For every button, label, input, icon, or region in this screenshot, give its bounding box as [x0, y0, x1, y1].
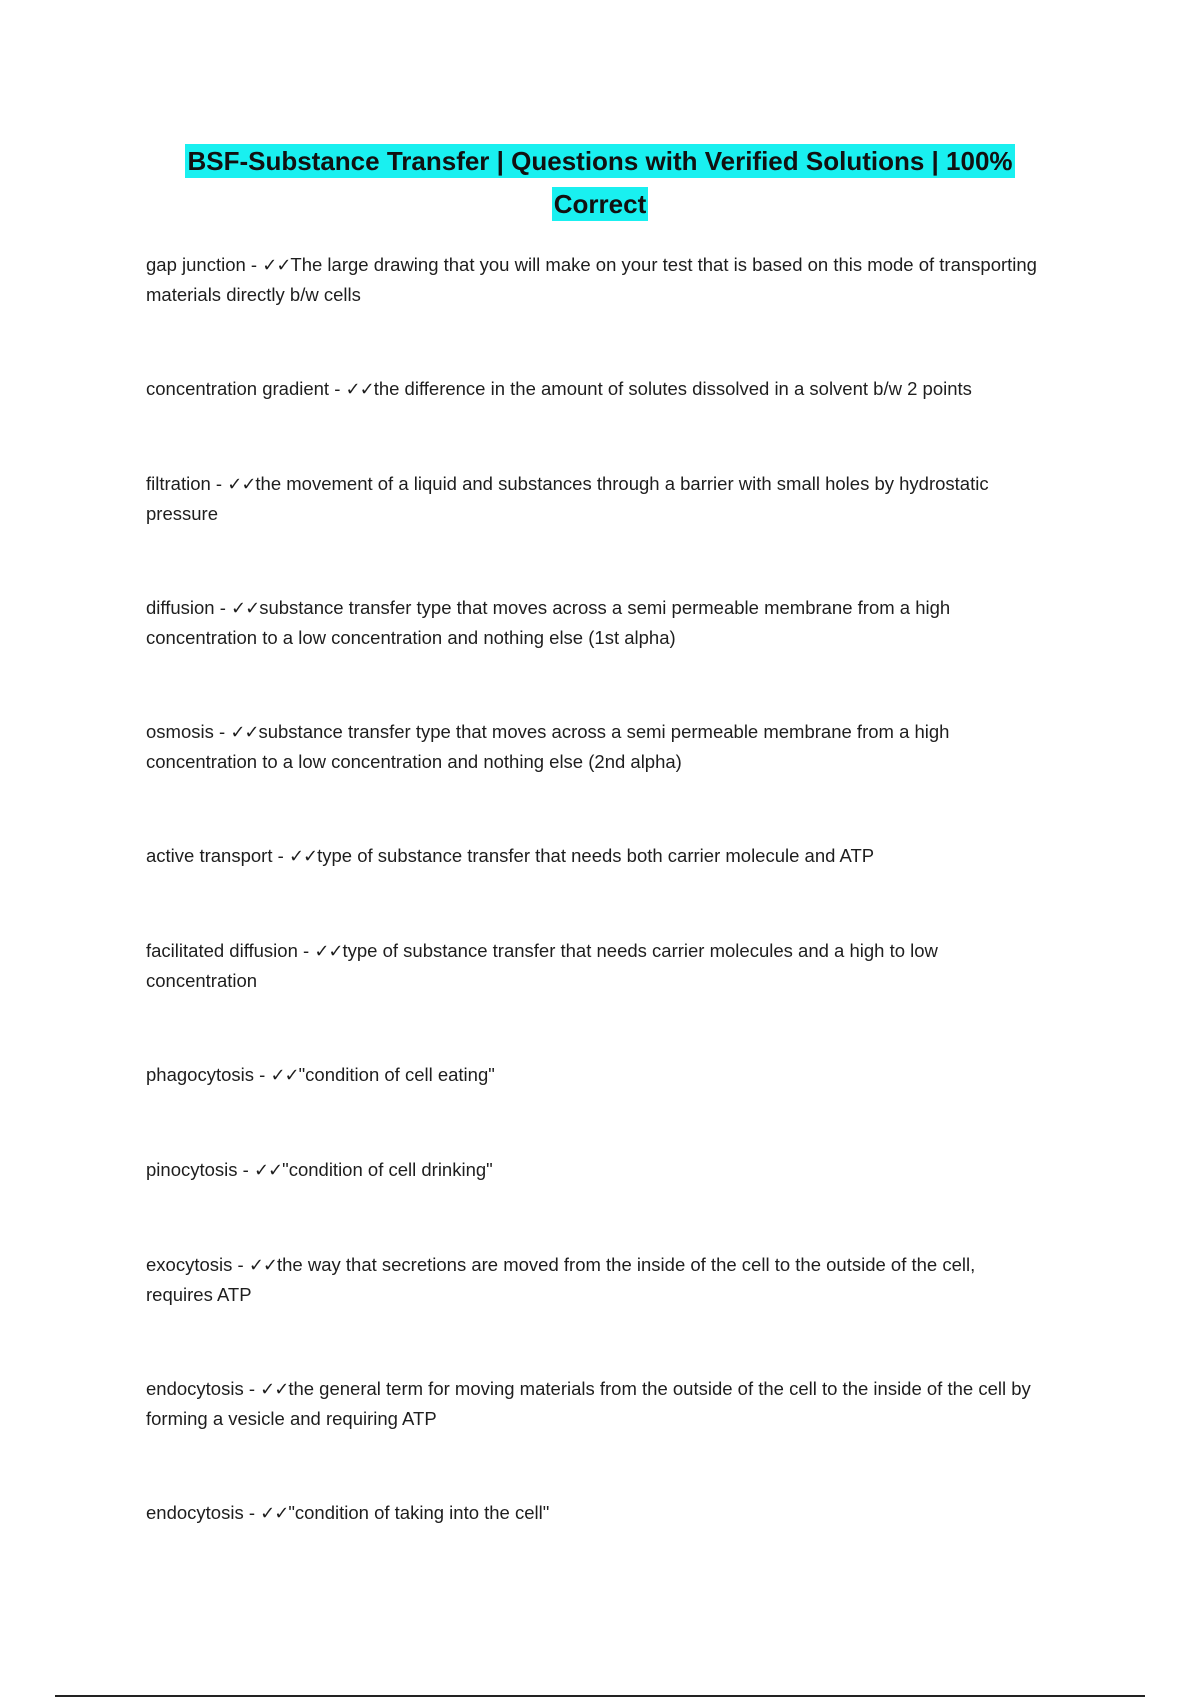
double-check-icon: ✓✓ [227, 474, 256, 495]
entry-term: endocytosis [146, 1378, 244, 1399]
title-line-1: BSF-Substance Transfer | Questions with Verified Solutions | 100% [187, 146, 1013, 176]
entry-definition: the way that secretions are moved from the inside of the cell to the outside of the cell, requires ATP [146, 1254, 976, 1305]
entry-term: phagocytosis [146, 1064, 254, 1085]
entry-term: osmosis [146, 721, 214, 742]
double-check-icon: ✓✓ [231, 598, 260, 619]
double-check-icon: ✓✓ [253, 1160, 283, 1181]
list-item: pinocytosis - ✓✓"condition of cell drinking" [146, 1159, 493, 1181]
list-item: diffusion - ✓✓substance transfer type that moves across a semi permeable membrane from a high concentration to a low concentration and nothing else (1st alpha) [146, 597, 951, 648]
entry-term: pinocytosis [146, 1159, 238, 1180]
entry-definition: type of substance transfer that needs carrier molecules and a high to low concentration [146, 940, 938, 991]
title-line-2: Correct [553, 189, 647, 219]
entry-term: gap junction [146, 254, 246, 275]
double-check-icon: ✓✓ [260, 1503, 289, 1524]
list-item: facilitated diffusion - ✓✓type of substance transfer that needs carrier molecules and a high to low concentration [146, 940, 938, 991]
list-item: osmosis - ✓✓substance transfer type that moves across a semi permeable membrane from a high concentration to a low concentration and nothing else (2nd alpha) [146, 721, 950, 772]
entry-definition: the difference in the amount of solutes dissolved in a solvent b/w 2 points [373, 378, 972, 399]
list-item: active transport - ✓✓type of substance transfer that needs both carrier molecule and ATP [146, 845, 875, 867]
list-item: exocytosis - ✓✓the way that secretions are moved from the inside of the cell to the outside of the cell, requires ATP [146, 1254, 976, 1305]
double-check-icon: ✓✓ [262, 255, 291, 276]
entry-definition: the movement of a liquid and substances through a barrier with small holes by hydrostatic pressure [146, 473, 989, 524]
entry-definition: substance transfer type that moves across a semi permeable membrane from a high concentration to a low concentration and nothing else (1st alpha) [146, 597, 951, 648]
entry-term: filtration [146, 473, 211, 494]
entry-term: concentration gradient [146, 378, 330, 399]
entry-term: facilitated diffusion [146, 940, 298, 961]
double-check-icon: ✓✓ [230, 722, 259, 743]
double-check-icon: ✓✓ [314, 941, 343, 962]
double-check-icon: ✓✓ [248, 1255, 277, 1276]
entry-term: diffusion [146, 597, 215, 618]
double-check-icon: ✓✓ [270, 1065, 299, 1086]
double-check-icon: ✓✓ [260, 1379, 289, 1400]
entry-definition: "condition of cell drinking" [282, 1159, 493, 1180]
list-item: endocytosis - ✓✓the general term for moving materials from the outside of the cell to the inside of the cell by forming a vesicle and requiring ATP [146, 1378, 1031, 1429]
entry-term: active transport [146, 845, 273, 866]
footer-divider [55, 1695, 1145, 1697]
list-item: filtration - ✓✓the movement of a liquid and substances through a barrier with small holes by hydrostatic pressure [146, 473, 989, 524]
entry-definition: the general term for moving materials from the outside of the cell to the inside of the cell by forming a vesicle and requiring ATP [146, 1378, 1031, 1429]
double-check-icon: ✓✓ [288, 846, 318, 867]
entry-definition: The large drawing that you will make on your test that is based on this mode of transporting materials directly b/w cells [146, 254, 1037, 305]
entry-definition: "condition of cell eating" [298, 1064, 495, 1085]
page-title [130, 140, 1070, 226]
double-check-icon: ✓✓ [345, 379, 374, 400]
entry-term: exocytosis [146, 1254, 233, 1275]
list-item: gap junction - ✓✓The large drawing that you will make on your test that is based on this mode of transporting materials directly b/w cells [146, 254, 1037, 305]
qa-list [146, 250, 1046, 1528]
entry-definition: type of substance transfer that needs both carrier molecule and ATP [317, 845, 875, 866]
list-item: phagocytosis - ✓✓"condition of cell eating" [146, 1064, 495, 1086]
list-item: endocytosis - ✓✓"condition of taking into the cell" [146, 1502, 550, 1524]
entry-definition: substance transfer type that moves across a semi permeable membrane from a high concentration to a low concentration and nothing else (2nd alpha) [146, 721, 950, 772]
entry-definition: "condition of taking into the cell" [288, 1502, 550, 1523]
entry-term: endocytosis [146, 1502, 244, 1523]
list-item: concentration gradient - ✓✓the difference in the amount of solutes dissolved in a solvent b/w 2 points [146, 378, 972, 400]
